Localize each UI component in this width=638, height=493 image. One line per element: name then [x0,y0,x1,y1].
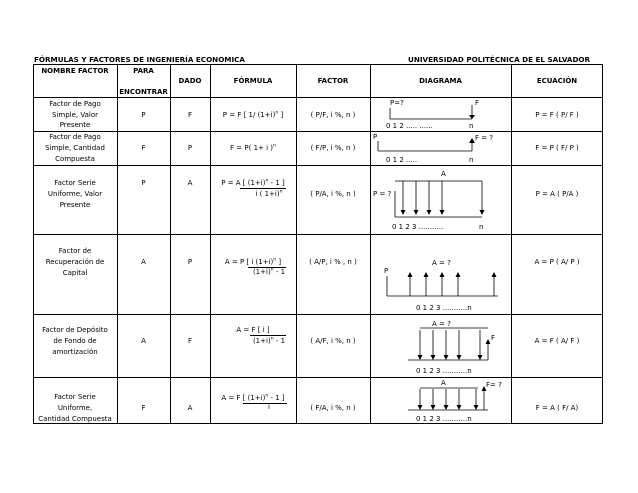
factor-name-line: Factor de [58,247,92,255]
table-divider [33,234,603,235]
factor-notation: ( F/A, i %, n ) [310,404,356,412]
formula-numerator: P = A [ $(1+i)^n - 1$ ] [221,178,285,187]
axis-label-n: n [469,156,474,164]
factor-name-line: Presente [59,121,91,129]
diagram-label: A [441,379,446,387]
axis-label-n: n [479,223,484,231]
institution-name: UNIVERSIDAD POLITÉCNICA DE EL SALVADOR [408,55,591,64]
diagram-label: A = ? [432,320,451,328]
find-value: A [141,258,146,266]
factor-name-line: Factor de Pago [49,100,101,108]
factor-name-line: Capital [62,269,88,277]
factor-name-line: Simple, Cantidad [45,144,105,152]
diagram-label: A [441,170,446,178]
column-header-nombre: NOMBRE FACTOR [41,67,109,75]
factor-notation: ( A/F, i %, n ) [310,337,356,345]
column-header-diagrama: DIAGRAMA [419,77,462,85]
arrow-head [486,339,491,344]
find-value: P [141,179,146,187]
factor-name-line: Factor de Depósito [42,326,108,334]
axis-labels: 0 1 2 3 ...........n [416,304,472,312]
equation-text: P = A ( P/A ) [535,190,579,198]
formula-denominator: i [268,403,270,411]
factor-name-line: Presente [59,201,91,209]
formula-numerator: A = P [ i $(1+i)^n$ ] [224,257,282,266]
equation-text: F = P ( F/ P ) [535,144,579,152]
equation-text: P = F ( P/ F ) [535,111,579,119]
diagram-label: F [475,99,480,107]
given-value: A [187,179,193,187]
factor-name-line: Factor de Pago [49,133,101,141]
formula-denominator: $(1+i)^n - 1$ [252,336,286,345]
diagram-label: P = ? [373,190,392,198]
factor-notation: ( A/P, i % , n ) [309,258,357,266]
diagram-label: F = ? [475,134,494,142]
table-divider [33,131,603,132]
column-header-factor: FACTOR [317,77,349,85]
cash-flow-diagram [370,234,511,314]
document-title: FÓRMULAS Y FACTORES DE INGENIERÍA ECONOMICA [34,55,245,64]
arrow-head [469,115,475,119]
factor-name-line: de Fondo de [53,337,97,345]
factor-name-line: Compuesta [55,155,95,163]
equation-text: A = F ( A/ F ) [534,337,580,345]
diagram-label: A = ? [432,259,451,267]
diagram-label: P=? [390,99,404,107]
diagram-label: P [384,267,389,275]
cash-flow-diagram [370,377,511,424]
table-divider [33,165,603,166]
column-header-para: PARA [133,67,154,75]
column-header-ecuacion: ECUACIÓN [536,77,578,85]
factor-name-line: Simple, Valor [52,111,98,119]
factor-name-line: Factor Serie [54,179,96,187]
given-value: F [187,337,193,345]
find-value: F [141,144,146,152]
annuity-arrows [401,181,485,215]
given-value: P [187,144,193,152]
diagram-label: P [373,133,378,141]
annuity-arrows [408,272,497,296]
diagram-label: F [491,334,496,342]
column-header-formula: FÓRMULA [233,77,273,85]
formula-text: P = F [ 1/ $(1+i)^n$ ] [222,110,284,119]
axis-label-n: n [469,122,474,130]
cash-flow-diagram [370,97,511,131]
find-value: P [141,111,146,119]
factor-name-line: Factor Serie [54,393,96,401]
equation-text: A = P ( A/ P ) [534,258,580,266]
given-value: P [187,258,193,266]
factor-name-line: Cantidad Compuesta [38,415,112,423]
factor-name-line: amortización [52,348,98,356]
axis-labels: 0 1 2 ..... [386,156,418,164]
table-divider [33,377,603,378]
factor-notation: ( F/P, i %, n ) [310,144,356,152]
column-header-encontrar: ENCONTRAR [119,88,168,96]
annuity-arrows [418,389,479,410]
table-divider [33,314,603,315]
axis-labels: 0 1 2 3 ...........n [416,367,472,375]
factor-name-line: Uniforme, Valor [47,190,103,198]
table-divider [33,97,603,98]
cash-flow-diagram [370,165,511,234]
formula-numerator: A = F [ $(1+i)^n - 1$ ] [221,393,285,402]
factor-name-line: Recuperación de [45,258,105,266]
cash-flow-diagram [370,131,511,165]
axis-labels: 0 1 2 3 ........... [392,223,444,231]
annuity-arrows [418,330,483,360]
factor-name-line: Uniforme, [57,404,93,412]
formula-text: F = P( 1+ i )$^n$ [230,143,276,152]
find-value: A [141,337,146,345]
formula-numerator: A = F [ i ] [236,326,270,334]
given-value: A [187,404,193,412]
formula-denominator: i ( 1+i)$^n$ [255,189,283,198]
formula-denominator: $(1+i)^n - 1$ [252,267,286,276]
diagram-label: F= ? [486,381,502,389]
given-value: F [187,111,193,119]
axis-labels: 0 1 2 3 ...........n [416,415,472,423]
cash-flow-diagram [370,314,511,377]
find-value: F [141,404,146,412]
factor-notation: ( P/A, i %, n ) [310,190,356,198]
axis-labels: 0 1 2 ..... ...... [386,122,433,130]
factor-notation: ( P/F, i %, n ) [310,111,356,119]
column-header-dado: DADO [178,77,202,85]
equation-text: F = A ( F/ A) [535,404,579,412]
